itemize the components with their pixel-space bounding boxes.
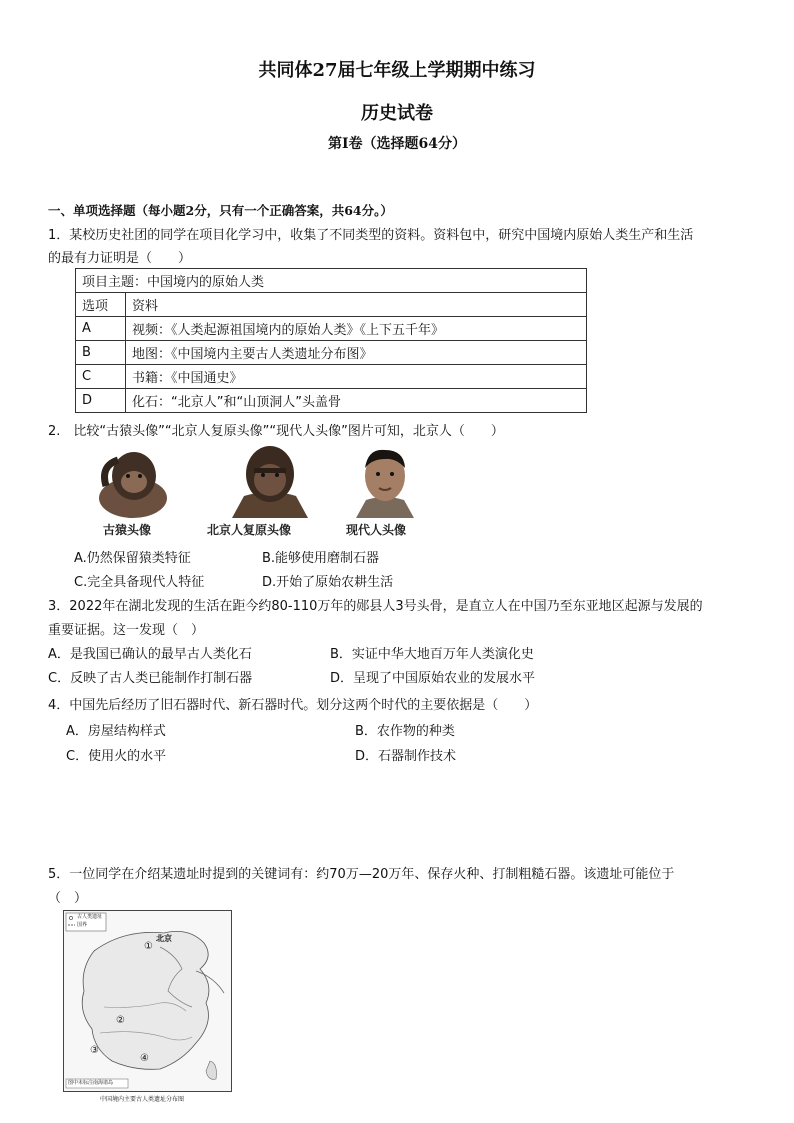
q3-option-d: D．呈现了中国原始农业的发展水平 <box>330 671 536 686</box>
q3-option-c: C．反映了古人类已能制作打制石器 <box>48 671 253 686</box>
table-cell-material: 地图：《中国境内主要古人类遗址分布图》 <box>126 341 587 365</box>
caption-modern-human: 现代人头像 <box>346 523 407 537</box>
q1-stem-line1: 1．某校历史社团的同学在项目化学习中，收集了不同类型的资料。资料包中，研究中国境内原始人类生产和生活 <box>48 228 694 243</box>
modern-human-head-image <box>350 442 420 518</box>
q2-stem: 2. 比较“古猿头像”“北京人复原头像”“现代人头像”图片可知，北京人（ ） <box>48 424 504 439</box>
table-row <box>76 365 587 389</box>
q5-stem-line1: 5．一位同学在介绍某遗址时提到的关键词有：约70万—20万年、保存火种、打制粗糙石器。该遗址可能位于 <box>48 867 675 882</box>
peking-man-head-image <box>222 444 318 518</box>
table-cell-material: 视频：《人类起源祖国境内的原始人类》《上下五千年》 <box>126 317 587 341</box>
table-row <box>76 341 587 365</box>
map-marker-3: ③ <box>90 1045 99 1056</box>
table-head-material: 资料 <box>126 293 587 317</box>
table-cell-option: B <box>76 341 126 365</box>
q4-option-c: C．使用火的水平 <box>66 749 167 764</box>
q2-option-b: B.能够使用磨制石器 <box>262 551 380 566</box>
q1-table <box>75 268 587 413</box>
exam-subtitle: 历史试卷 <box>361 103 433 124</box>
q4-option-d: D．石器制作技术 <box>355 749 457 764</box>
table-topic: 项目主题：中国境内的原始人类 <box>76 269 587 293</box>
q3-option-b: B．实证中华大地百万年人类演化史 <box>330 647 534 662</box>
map-caption: 中国境内主要古人类遗址分布图 <box>100 1096 185 1103</box>
map-marker-1: ① <box>144 941 153 952</box>
q4-option-a: A．房屋结构样式 <box>66 724 166 739</box>
q2-option-c: C.完全具备现代人特征 <box>74 575 205 590</box>
q1-stem-line2: 的最有力证明是（ ） <box>48 251 192 266</box>
q4-option-b: B．农作物的种类 <box>355 724 455 739</box>
map-note: 图中未标注南海诸岛 <box>68 1080 114 1086</box>
map-city-beijing: 北京 <box>156 934 172 943</box>
map-legend-site: 古人类遗址 <box>77 914 103 920</box>
table-head-option: 选项 <box>76 293 126 317</box>
table-row <box>76 317 587 341</box>
q3-stem-line1: 3．2022年在湖北发现的生活在距今约80-110万年的郧县人3号头骨，是直立人在中国乃至东亚地区起源与发展的 <box>48 599 703 614</box>
table-row <box>76 389 587 413</box>
map-marker-4: ④ <box>140 1053 149 1064</box>
exam-title: 共同体27届七年级上学期期中练习 <box>258 60 536 81</box>
q3-option-a: A．是我国已确认的最早古人类化石 <box>48 647 252 662</box>
ape-head-image <box>92 446 174 518</box>
table-cell-material: 化石：“北京人”和“山顶洞人”头盖骨 <box>126 389 587 413</box>
map-marker-2: ② <box>116 1015 125 1026</box>
caption-peking-man: 北京人复原头像 <box>207 523 292 537</box>
section-heading: 一、单项选择题（每小题2分，只有一个正确答案，共64分。） <box>48 203 393 218</box>
q3-stem-line2: 重要证据。这一发现（ ） <box>48 623 205 638</box>
q2-option-d: D.开始了原始农耕生活 <box>262 575 394 590</box>
q2-option-a: A.仍然保留猿类特征 <box>74 551 191 566</box>
q4-stem: 4．中国先后经历了旧石器时代、新石器时代。划分这两个时代的主要依据是（ ） <box>48 698 538 713</box>
table-cell-option: A <box>76 317 126 341</box>
caption-ape: 古猿头像 <box>103 523 152 537</box>
q5-stem-line2: （ ） <box>48 891 88 906</box>
table-cell-material: 书籍：《中国通史》 <box>126 365 587 389</box>
table-cell-option: D <box>76 389 126 413</box>
table-cell-option: C <box>76 365 126 389</box>
part-heading: 第Ⅰ卷（选择题64分） <box>327 136 467 152</box>
map-legend-border: 国界 <box>77 922 88 928</box>
site-distribution-map <box>63 910 232 1092</box>
